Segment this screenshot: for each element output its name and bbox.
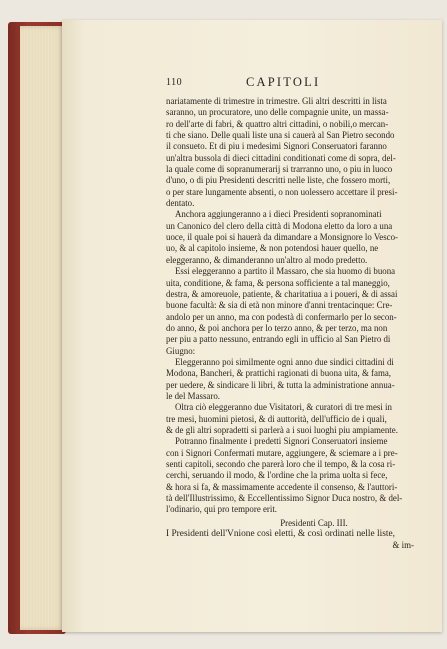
text-line: andolo per un anno, ma con podestà di confermarlo per lo secon- bbox=[166, 311, 397, 322]
text-line: & de gli altri sopradetti si parlerà a i suoi luoghi piu ampiamente. bbox=[166, 424, 398, 435]
text-line: dentato. bbox=[166, 198, 195, 209]
text-line: eleggeranno, & dimanderanno un'altro al modo predetto. bbox=[166, 254, 368, 265]
text-line: Oltra ciò eleggeranno due Visitatori, & curatori di tre mesi in bbox=[175, 402, 392, 413]
text-line: o per stare lungamente absenti, o non uolessero accettare il presi- bbox=[166, 186, 398, 197]
text-line: saranno, un procuratore, uno delle compagnie unite, un massa- bbox=[166, 107, 389, 118]
text-line: ti che siano. Delle quali liste una si cauerà al San Pietro secondo bbox=[166, 130, 395, 141]
page-edges bbox=[20, 26, 64, 630]
text-line: un Canonico del clero della città di Modona eletto da loro a una bbox=[166, 220, 393, 231]
text-line: Presidenti Cap. III. bbox=[280, 517, 348, 528]
text-line: il consueto. Et di piu i medesimi Signori Conseruatori faranno bbox=[166, 141, 387, 152]
page-number: 110 bbox=[166, 77, 183, 88]
text-line: Giugno: bbox=[166, 345, 196, 356]
text-line: Essi eleggeranno a partito il Massaro, che sia huomo di buona bbox=[175, 266, 396, 277]
text-line: Potranno finalmente i predetti Signori Conseruatori insieme bbox=[175, 436, 388, 447]
text-line: nariatamente di trimestre in trimestre. Gli altri descritti in lista bbox=[166, 96, 387, 106]
section-title: CAPITOLI bbox=[246, 75, 321, 89]
body-text bbox=[166, 96, 422, 552]
text-line: le del Massaro. bbox=[166, 390, 220, 401]
text-line: & hora si fa, & massimamente accedente il consenso, & l'auttori- bbox=[166, 481, 398, 492]
text-line: Eleggeranno poi similmente ogni anno due sindici cittadini di bbox=[175, 356, 394, 367]
text-line: destra, & amoreuole, patiente, & charitatiua a i poueri, & di assai bbox=[166, 288, 398, 299]
text-line: l'odinario, qui pro tempore erit. bbox=[166, 504, 278, 515]
text-line: con i Signori Confermati mutare, aggiungere, & sciemare a i pre- bbox=[166, 447, 398, 458]
text-line: Modona, Bancheri, & prattichi ragionati di buona uita, & fama, bbox=[166, 368, 392, 379]
text-line: do anno, & poi anchora per lo terzo anno, & per terzo, ma non bbox=[166, 322, 388, 333]
text-line: buone facultà: & sia di età non minore d'anni trentacinque: Cre- bbox=[166, 300, 393, 311]
text-line: uoce, il quale poi si hauerà da dimandare a Monsignore lo Vesco- bbox=[166, 232, 398, 243]
text-line: la quale come di sopranumerarij si trarranno uno, o piu in luoco bbox=[166, 164, 393, 175]
text-line: & im- bbox=[392, 540, 414, 551]
text-line: senti capitoli, secondo che parerà loro che il tempo, & la cosa ri- bbox=[166, 459, 396, 469]
text-line: per piu a patto nessuno, entrando egli in ufficio al San Pietro di bbox=[166, 334, 391, 345]
text-line: uo, & al capitolo insieme, & non potendosi hauer quello, ne bbox=[166, 243, 379, 254]
text-line: uita, conditione, & fama, & persona sofficiente a tal maneggio, bbox=[166, 277, 390, 288]
text-line: ro dell'arte di fabri, & quattro altri cittadini, o nobili,o mercan- bbox=[166, 118, 389, 129]
text-line: tà dell'Illustrissimo, & Eccellentissimo Signor Duca nostro, & del- bbox=[166, 493, 403, 504]
text-line: d'uno, o di piu Presidenti descritti nelle liste, che fossero morti, bbox=[166, 175, 391, 186]
text-line: cerchi, seruando il modo, & l'ordine che la prima uolta si fece, bbox=[166, 470, 388, 481]
text-line: tre mesi, huomini pietosi, & di auttorità, dell'ufficio de i quali, bbox=[166, 413, 387, 424]
text-line: per uedere, & sindicare li libri, & tutta la administratione annua- bbox=[166, 379, 395, 390]
text-line: I Presidenti dell'Vnione così eletti, & così ordinati nelle liste, bbox=[166, 529, 395, 540]
text-line: Anchora aggiungeranno a i dieci Presidenti sopranominati bbox=[175, 209, 382, 220]
text-line: un'altra bussola di dieci cittadini conditionati come di sopra, del- bbox=[166, 152, 396, 163]
